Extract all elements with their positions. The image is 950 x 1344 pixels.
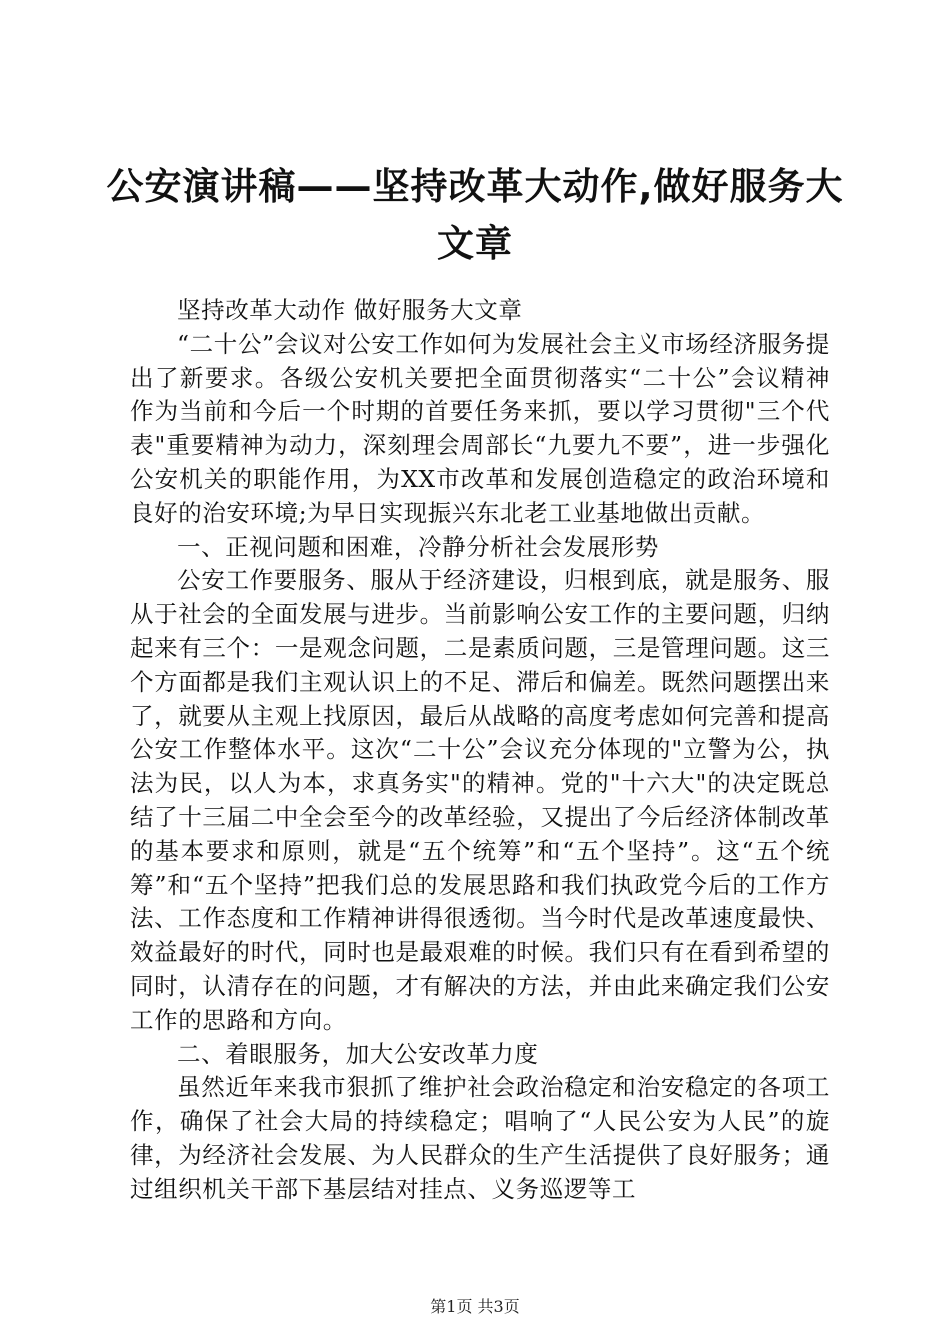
subtitle-paragraph: 坚持改革大动作 做好服务大文章 [177,296,523,324]
document-title-line-1: 公安演讲稿——坚持改革大动作,做好服务大 [106,165,844,208]
document-title-line-2: 文章 [437,222,513,265]
section-heading-1: 一、正视问题和困难，冷静分析社会发展形势 [177,532,659,561]
section-heading-2: 二、着眼服务，加大公安改革力度 [177,1039,539,1068]
intro-paragraph: “二十公”会议对公安工作如何为发展社会主义市场经济服务提出了新要求。各级公安机关要把全面贯彻落实“二十公”会议精神作为当前和今后一个时期的首要任务来抓，要以学习贯彻"三个代表"重要精神为动力，深刻理会周部长“九要九不要”，进一步强化公安机关的职能作用，为XX市改革和发展创造稳定的政治环境和良好的治安环境;为早日实现振兴东北老工业基地做出贡献。 [130,329,830,527]
section-1-paragraph: 公安工作要服务、服从于经济建设，归根到底，就是服务、服从于社会的全面发展与进步。当前影响公安工作的主要问题，归纳起来有三个：一是观念问题，二是素质问题，三是管理问题。这三个方面都是我们主观认识上的不足、滞后和偏差。既然问题摆出来了，就要从主观上找原因，最后从战略的高度考虑如何完善和提高公安工作整体水平。这次“二十公”会议充分体现的"立警为公，执法为民，以人为本，求真务实"的精神。党的"十六大"的决定既总结了十三届二中全会至今的改革经验，又提出了今后经济体制改革的基本要求和原则，就是“五个统筹”和“五个坚持”。这“五个统筹”和“五个坚持”把我们总的发展思路和我们执政党今后的工作方法、工作态度和工作精神讲得很透彻。当今时代是改革速度最快、效益最好的时代，同时也是最艰难的时候。我们只有在看到希望的同时，认清存在的问题，才有解决的方法，并由此来确定我们公安工作的思路和方向。 [130,566,830,1034]
section-2-paragraph: 虽然近年来我市狠抓了维护社会政治稳定和治安稳定的各项工作，确保了社会大局的持续稳定；唱响了“人民公安为人民”的旋律，为经济社会发展、为人民群众的生产生活提供了良好服务；通过组织机关干部下基层结对挂点、义务巡逻等工 [130,1073,830,1203]
document-body [130,294,830,1207]
page-number-footer: 第1页 共3页 [430,1297,520,1316]
